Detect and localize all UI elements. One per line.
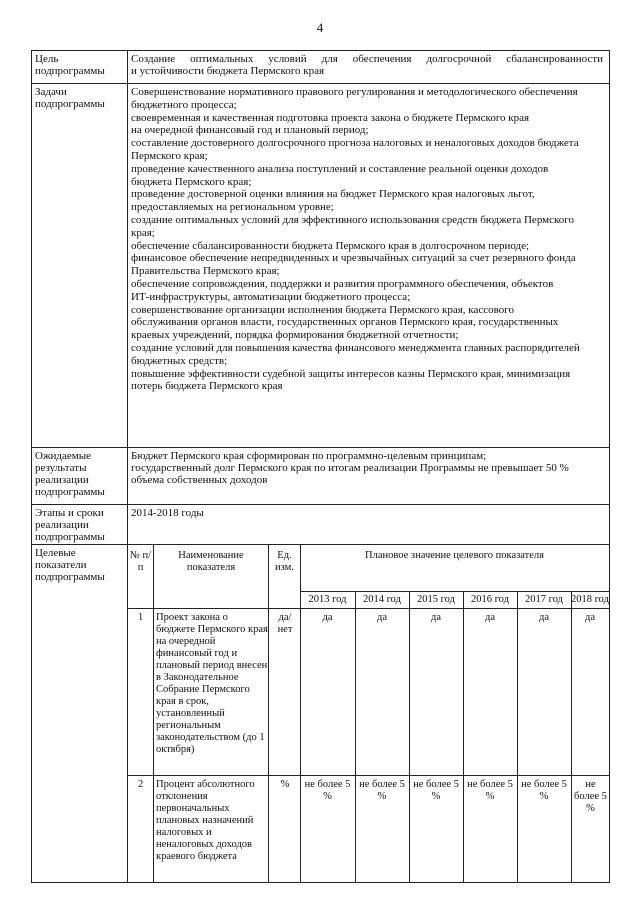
row2-unit: % [280,779,290,790]
results-line: Бюджет Пермского края сформирован по программно-целевым принципам; [131,450,487,462]
row2-num: 2 [138,779,144,790]
year-header: 2014 год [363,594,401,605]
col-unit-header: Ед. изм. [275,550,294,573]
stages-row [32,505,609,545]
year-header: 2013 год [308,594,347,605]
row1-value: да [584,612,595,623]
row1-name: Проект закона о бюджете Пермского края на очередной финансовый год и плановый период внесен в Законодательное Собрание Пермского края в срок, установленный региональным законодательством (до 1 октября) [156,612,268,755]
goal-label: Цель подпрограммы [35,53,105,77]
tasks-list [131,86,603,393]
stages-text: 2014-2018 годы [131,507,204,519]
task-line: края; [131,226,155,239]
task-line: повышение эффективности судебной защиты интересов казны Пермского края, минимизация [131,367,571,380]
task-line: краевых учреждений, порядка формирования бюджетной отчетности; [131,329,459,342]
task-line: Пермского края; [131,149,208,162]
goal-row [32,51,609,84]
task-line: финансовое обеспечение непредвиденных и чрезвычайных ситуаций за счет резервного фонда [131,252,576,265]
row1-value: да [484,612,495,623]
row1-num: 1 [138,612,144,623]
results-line: объема собственных доходов [131,474,268,486]
results-label: Ожидаемые результаты реализации подпрограммы [35,450,105,498]
task-line: проведение качественного анализа поступлений и составление реальной оценки доходов [131,162,549,175]
page-number: 4 [316,20,324,35]
year-header: 2016 год [471,594,509,605]
task-line: обеспечение сопровождения, поддержки и развития программного обеспечения, объектов [131,277,554,290]
year-header: 2017 год [525,594,563,605]
task-line: создание оптимальных условий для эффективного использования средств бюджета Пермского [131,213,575,226]
goal-text [131,53,603,77]
results-text [131,450,603,486]
tasks-label: Задачи подпрограммы [35,86,105,110]
task-line: бюджета Пермского края; [131,175,252,188]
results-line: государственный долг Пермского края по итогам реализации Программы не превышает 50 % [131,462,569,474]
passport-table [31,50,610,883]
row2-value: не более 5 % [413,779,459,802]
row2-value: не более 5 % [574,779,607,814]
task-line: бюджетного процесса; [131,98,237,111]
row1-value: да [430,612,441,623]
goal-text-line2: и устойчивости бюджета Пермского края [131,65,325,77]
row2-value: не более 5 % [521,779,567,802]
task-line: Совершенствование нормативного правового регулирования и методологического обеспечения [131,86,578,98]
task-line: своевременная и качественная подготовка проекта закона о бюджете Пермского края [131,111,530,124]
row2-value: не более 5 % [304,779,351,802]
indicators-table [128,545,609,883]
task-line: ИТ-инфраструктуры, автоматизации бюджетного процесса; [131,290,411,303]
task-line: Правительства Пермского края; [131,265,280,278]
col-num-header: № п/п [129,550,152,573]
task-line: обслуживания органов власти, государственных органов Пермского края, государственных [131,316,559,329]
row2-name: Процент абсолютного отклонения первоначальных плановых назначений налоговых и неналоговых доходов краевого бюджета [156,779,255,862]
goal-text-line1: Создание оптимальных условий для обеспечения долгосрочной сбалансированности [131,53,603,65]
tasks-row [32,84,609,448]
task-line: совершенствование организации исполнения бюджета Пермского края, кассового [131,303,514,316]
year-header: 2018 год [571,594,609,605]
task-line: составление достоверного долгосрочного прогноза налоговых и неналоговых доходов бюджета [131,137,579,150]
task-line: обеспечение сбалансированности бюджета Пермского края в долгосрочном периоде; [131,239,530,252]
task-line: проведение достоверной оценки влияния на бюджет Пермского края налоговых льгот, [131,188,535,201]
col-plan-header: Плановое значение целевого показателя [365,550,544,561]
row1-value: да [376,612,387,623]
col-name-header: Наименование показателя [178,550,244,573]
indicators-label: Целевые показатели подпрограммы [35,547,105,583]
row1-value: да [322,612,333,623]
row2-value: не более 5 % [467,779,513,802]
task-line: создание условий для повышения качества финансового менеджмента главных распорядителей [131,341,580,354]
task-line: бюджетных средств; [131,354,228,367]
task-line: на очередной финансовый год и плановый период; [131,124,369,137]
stages-label: Этапы и сроки реализации подпрограммы [35,507,105,543]
year-header: 2015 год [417,594,455,605]
results-row [32,448,609,505]
row2-value: не более 5 % [359,779,405,802]
task-line: потерь бюджета Пермского края [131,380,283,393]
row1-value: да [538,612,549,623]
task-line: предоставляемых на региональном уровне; [131,201,334,214]
row1-unit: да/ нет [277,612,293,635]
